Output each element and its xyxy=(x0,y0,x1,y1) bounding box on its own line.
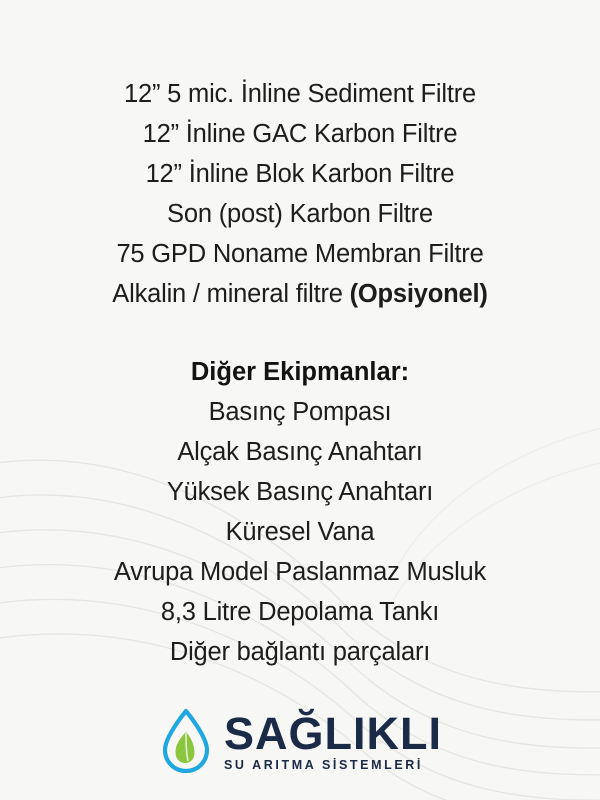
list-item xyxy=(0,632,600,672)
equipment-label: Basınç Pompası xyxy=(208,398,392,426)
equipment-label: Diğer bağlantı parçaları xyxy=(169,638,431,666)
equipment-label: Avrupa Model Paslanmaz Musluk xyxy=(113,558,487,586)
filter-list xyxy=(0,74,600,314)
equipment-label: 8,3 Litre Depolama Tankı xyxy=(160,598,440,626)
list-item xyxy=(0,472,600,512)
logo-text-block xyxy=(224,707,442,772)
list-item xyxy=(0,74,600,114)
list-item xyxy=(0,512,600,552)
water-drop-icon xyxy=(158,708,214,774)
list-item xyxy=(0,154,600,194)
brand-name: SAĞLIKLI xyxy=(224,707,442,759)
list-item xyxy=(0,552,600,592)
filter-label: Son (post) Karbon Filtre xyxy=(167,200,433,228)
equipment-label: Alçak Basınç Anahtarı xyxy=(177,438,423,466)
brand-logo xyxy=(158,708,442,774)
list-item xyxy=(0,592,600,632)
list-item xyxy=(0,114,600,154)
brand-tagline: SU ARITMA SİSTEMLERİ xyxy=(224,757,423,772)
list-item xyxy=(0,392,600,432)
filter-label: 12” 5 mic. İnline Sediment Filtre xyxy=(124,80,476,108)
list-item xyxy=(0,274,600,314)
equipment-list xyxy=(0,392,600,672)
filter-label: 12” İnline GAC Karbon Filtre xyxy=(142,120,458,148)
equipment-label: Yüksek Basınç Anahtarı xyxy=(166,478,434,506)
filter-label: 12” İnline Blok Karbon Filtre xyxy=(145,160,455,188)
list-item xyxy=(0,432,600,472)
list-item xyxy=(0,234,600,274)
filter-label: Alkalin / mineral filtre xyxy=(112,280,350,308)
optional-badge: (Opsiyonel) xyxy=(349,280,488,308)
equipment-section-title: Diğer Ekipmanlar: xyxy=(190,358,410,386)
equipment-label: Küresel Vana xyxy=(225,518,375,546)
filter-label: 75 GPD Noname Membran Filtre xyxy=(116,240,484,268)
list-item xyxy=(0,194,600,234)
